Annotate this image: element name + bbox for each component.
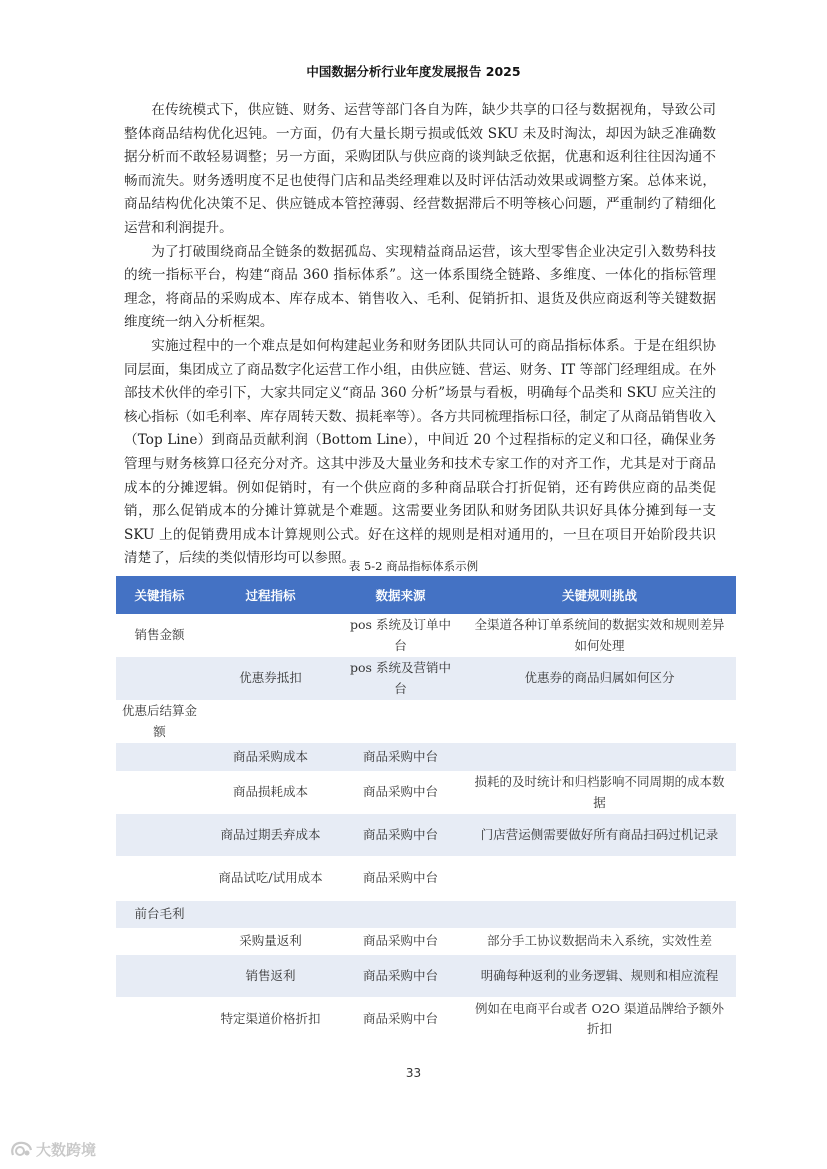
table-cell [116,856,203,901]
table-row [116,743,736,771]
table-cell: 商品采购中台 [362,1010,438,1026]
table-cell [116,997,203,1041]
table-cell: 部分手工协议数据尚未入系统，实效性差 [486,933,712,949]
table-row [116,997,736,1041]
paragraph: 在传统模式下，供应链、财务、运营等部门各自为阵，缺少共享的口径与数据视角，导致公司整体商品结构优化迟钝。一方面，仍有大量长期亏损或低效 SKU 未及时淘汰，却因为缺乏准确数据分析而不敢轻易调整；另一方面，采购团队与供应商的谈判缺乏依据，优惠和返利往往因沟通不畅而流失。财务透明度不足也使得门店和品类经理难以及时评估活动效果或调整方案。总体来说，商品结构优化决策不足、供应链成本管控薄弱、经营数据滞后不明等核心问题，严重制约了精细化运营和利润提升。 [124,102,716,236]
table-cell [203,614,338,657]
watermark-text: 大数跨境 [36,1141,97,1159]
body-text [124,99,716,571]
table-cell [338,901,463,928]
table-cell [463,901,736,928]
table-row [116,901,736,928]
table-cell: 采购量返利 [239,933,302,949]
table-cell: 明确每种返利的业务逻辑、规则和相应流程 [463,955,736,997]
table-cell: 销售金额 [134,627,185,643]
column-header: 关键规则挑战 [463,576,736,614]
table-cell: 商品采购成本 [203,743,338,771]
table-cell [203,901,338,928]
table-cell: 商品采购中台 [338,743,463,771]
table-cell: 前台毛利 [116,901,203,928]
table-cell: 商品过期丢弃成本 [203,814,338,856]
table-row [116,856,736,901]
table-cell [463,743,736,771]
table-cell: 优惠后结算金额 [122,703,198,739]
table-cell [203,700,338,743]
table-cell: 优惠券抵扣 [203,657,338,700]
column-header: 过程指标 [203,576,338,614]
table-cell [463,856,736,901]
watermark [10,1139,96,1160]
table-cell [116,657,203,700]
table-row [116,955,736,997]
column-header: 数据来源 [338,576,463,614]
table-cell [116,743,203,771]
table-cell [338,700,463,743]
table-row [116,657,736,700]
metrics-table [116,576,736,1041]
table-cell: 商品采购中台 [338,955,463,997]
table-cell: 特定渠道价格折扣 [220,1010,321,1026]
table-cell: pos 系统及营销中台 [338,657,463,700]
table-cell [116,955,203,997]
table-cell: 例如在电商平台或者 O2O 渠道品牌给予额外折扣 [475,1000,724,1036]
column-header: 关键指标 [116,576,203,614]
table-cell: 销售返利 [203,955,338,997]
table-row [116,614,736,657]
table-cell [116,771,203,814]
table-cell: 商品采购中台 [362,784,438,800]
table-cell [116,814,203,856]
table-cell: 全渠道各种订单系统间的数据实效和规则差异如何处理 [474,617,725,653]
table-cell: pos 系统及订单中台 [350,617,451,653]
table-cell [116,928,203,955]
paragraph: 为了打破围绕商品全链条的数据孤岛、实现精益商品运营，该大型零售企业决定引入数势科技的统一指标平台，构建“商品 360 指标体系”。这一体系围绕全链路、多维度、一体化的指标管理理念，将商品的采购成本、库存成本、销售收入、毛利、促销折扣、退货及供应商返利等关键数据维度统一纳入分析框架。 [124,243,716,331]
table-cell: 商品采购中台 [338,814,463,856]
table-cell: 优惠券的商品归属如何区分 [463,657,736,700]
report-header: 中国数据分析行业年度发展报告 2025 [306,64,521,79]
table-cell: 商品采购中台 [362,870,438,886]
table-caption: 表 5-2 商品指标体系示例 [348,559,479,573]
table-row [116,700,736,743]
table-cell: 损耗的及时统计和归档影响不同周期的成本数据 [474,774,725,810]
table-cell: 商品试吃/试用成本 [218,870,323,886]
table-cell: 门店营运侧需要做好所有商品扫码过机记录 [463,814,736,856]
paragraph: 实施过程中的一个难点是如何构建起业务和财务团队共同认可的商品指标体系。于是在组织协同层面，集团成立了商品数字化运营工作小组，由供应链、营运、财务、IT 等部门经理组成。在外部技术伙伴的牵引下，大家共同定义“商品 360 分析”场景与看板，明确每个品类和 SKU 应关注的核心指标（如毛利率、库存周转天数、损耗率等）。各方共同梳理指标口径，制定了从商品销售收入（Top Line）到商品贡献利润（Bottom Line），中间近 20 个过程指标的定义和口径，确保业务管理与财务核算口径充分对齐。这其中涉及大量业务和技术专家工作的对齐工作，尤其是对于商品成本的分摊逻辑。例如促销时，有一个供应商的多种商品联合打折促销，还有跨供应商的品类促销，那么促销成本的分摊计算就是个难题。这需要业务团队和财务团队共识好具体分摊到每一支 SKU 上的促销费用成本计算规则公式。好在这样的规则是相对通用的，一旦在项目开始阶段共识清楚了，后续的类似情形均可以参照。 [124,337,716,567]
table-cell [463,700,736,743]
table-row [116,928,736,955]
table-row [116,771,736,814]
brand-logo-icon [10,1141,34,1159]
table-header-row [116,576,736,614]
table-cell: 商品采购中台 [362,933,438,949]
table-row [116,814,736,856]
table-cell: 商品损耗成本 [232,784,308,800]
page-number: 33 [405,1066,422,1080]
